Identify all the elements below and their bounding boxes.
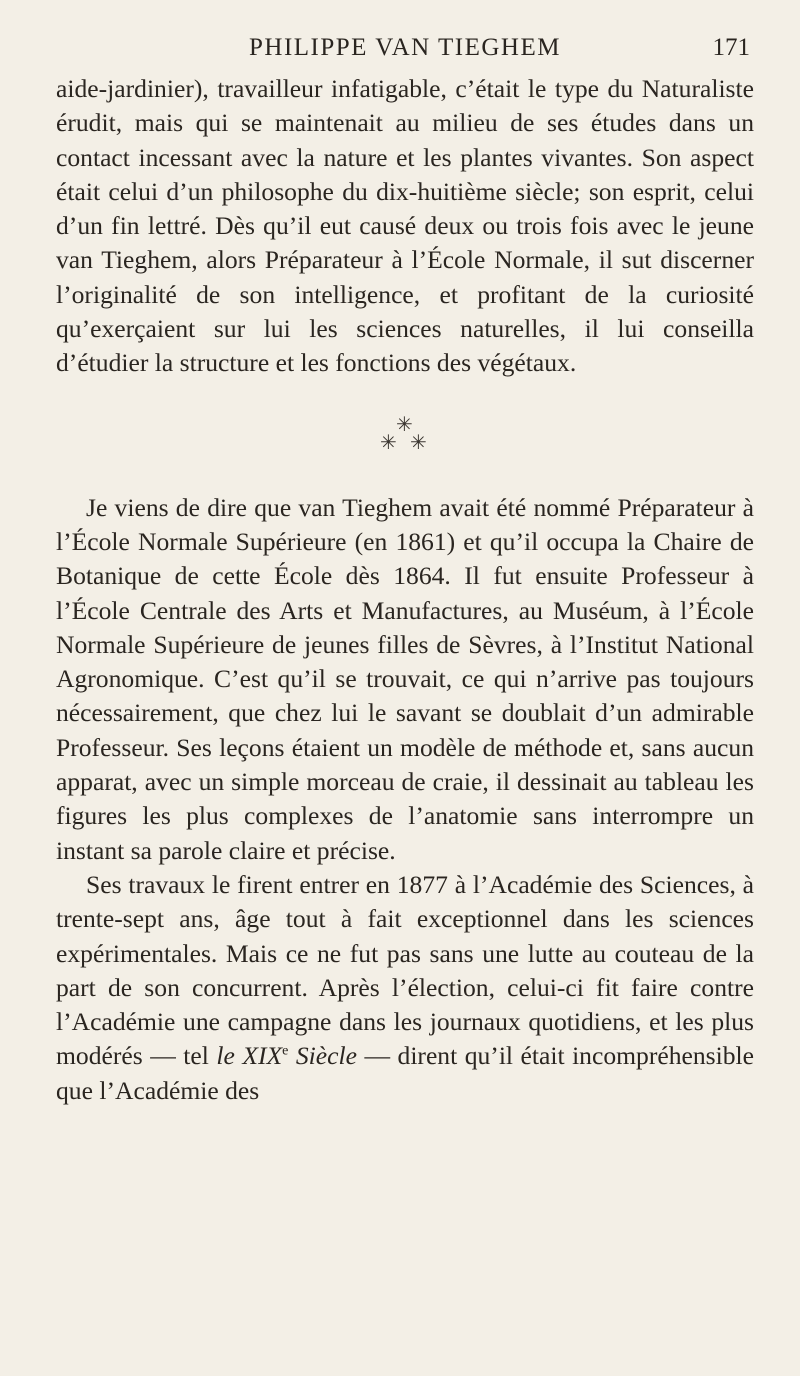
- asterism-ornament: [56, 415, 754, 467]
- paragraph-3: [56, 868, 754, 1108]
- asterism-star-icon: ✳: [396, 413, 413, 436]
- newspaper-title-xix: XIX: [242, 1041, 283, 1071]
- paragraph-3-text-after: — dirent qu’il était incompréhensible que l’Académie des: [56, 1041, 755, 1105]
- paragraph-3-text-before: Ses travaux le firent entrer en 1877 à l’Académie des Sciences, à trente-sept ans, âge tout à fait exceptionnel dans les sciences expérimentales. Mais ce ne fut pas sans une lutte au couteau de la part de son concurrent. Après l’élection, celui-ci fit faire contre l’Académie une campagne dans les journaux quotidiens, et les plus modérés — tel: [56, 869, 754, 1071]
- paragraph-1: aide-jardinier), travailleur infatigable, c’était le type du Naturaliste érudit, mais qui se maintenait au milieu de ses études dans un contact incessant avec la nature et les plantes vivantes. Son aspect était celui d’un philosophe du dix-huitième siècle; son esprit, celui d’un fin lettré. Dès qu’il eut causé deux ou trois fois avec le jeune van Tieghem, alors Préparateur à l’École Normale, il sut discerner l’originalité de son intelligence, et profitant de la curiosité qu’exerçaient sur lui les sciences naturelles, il lui conseilla d’étudier la structure et les fonctions des végétaux.: [56, 74, 754, 378]
- superscript-e: e: [282, 1043, 289, 1059]
- running-title: PHILIPPE VAN TIEGHEM: [249, 34, 561, 61]
- asterism-star-icon: ✳: [410, 431, 427, 454]
- paragraph-2: Je viens de dire que van Tieghem avait été nommé Préparateur à l’École Normale Supérieure (en 1861) et qu’il occupa la Chaire de Botanique de cette École dès 1864. Il fut ensuite Professeur à l’École Centrale des Arts et Manufactures, au Muséum, à l’École Normale Supérieure de jeunes filles de Sèvres, à l’Institut National Agronomique. C’est qu’il se trouvait, ce qui n’arrive pas toujours nécessairement, que chez lui le savant se doublait d’un admirable Professeur. Ses leçons étaient un modèle de méthode et, sans aucun apparat, avec un simple morceau de craie, il dessinait au tableau les figures les plus complexes de l’anatomie sans interrompre un instant sa parole claire et précise.: [56, 492, 754, 865]
- newspaper-title-siecle: Siècle: [295, 1041, 357, 1071]
- page-number: 171: [712, 34, 750, 61]
- asterism-star-icon: ✳: [380, 431, 397, 454]
- newspaper-title-le: le: [216, 1041, 235, 1071]
- running-head: [56, 28, 754, 68]
